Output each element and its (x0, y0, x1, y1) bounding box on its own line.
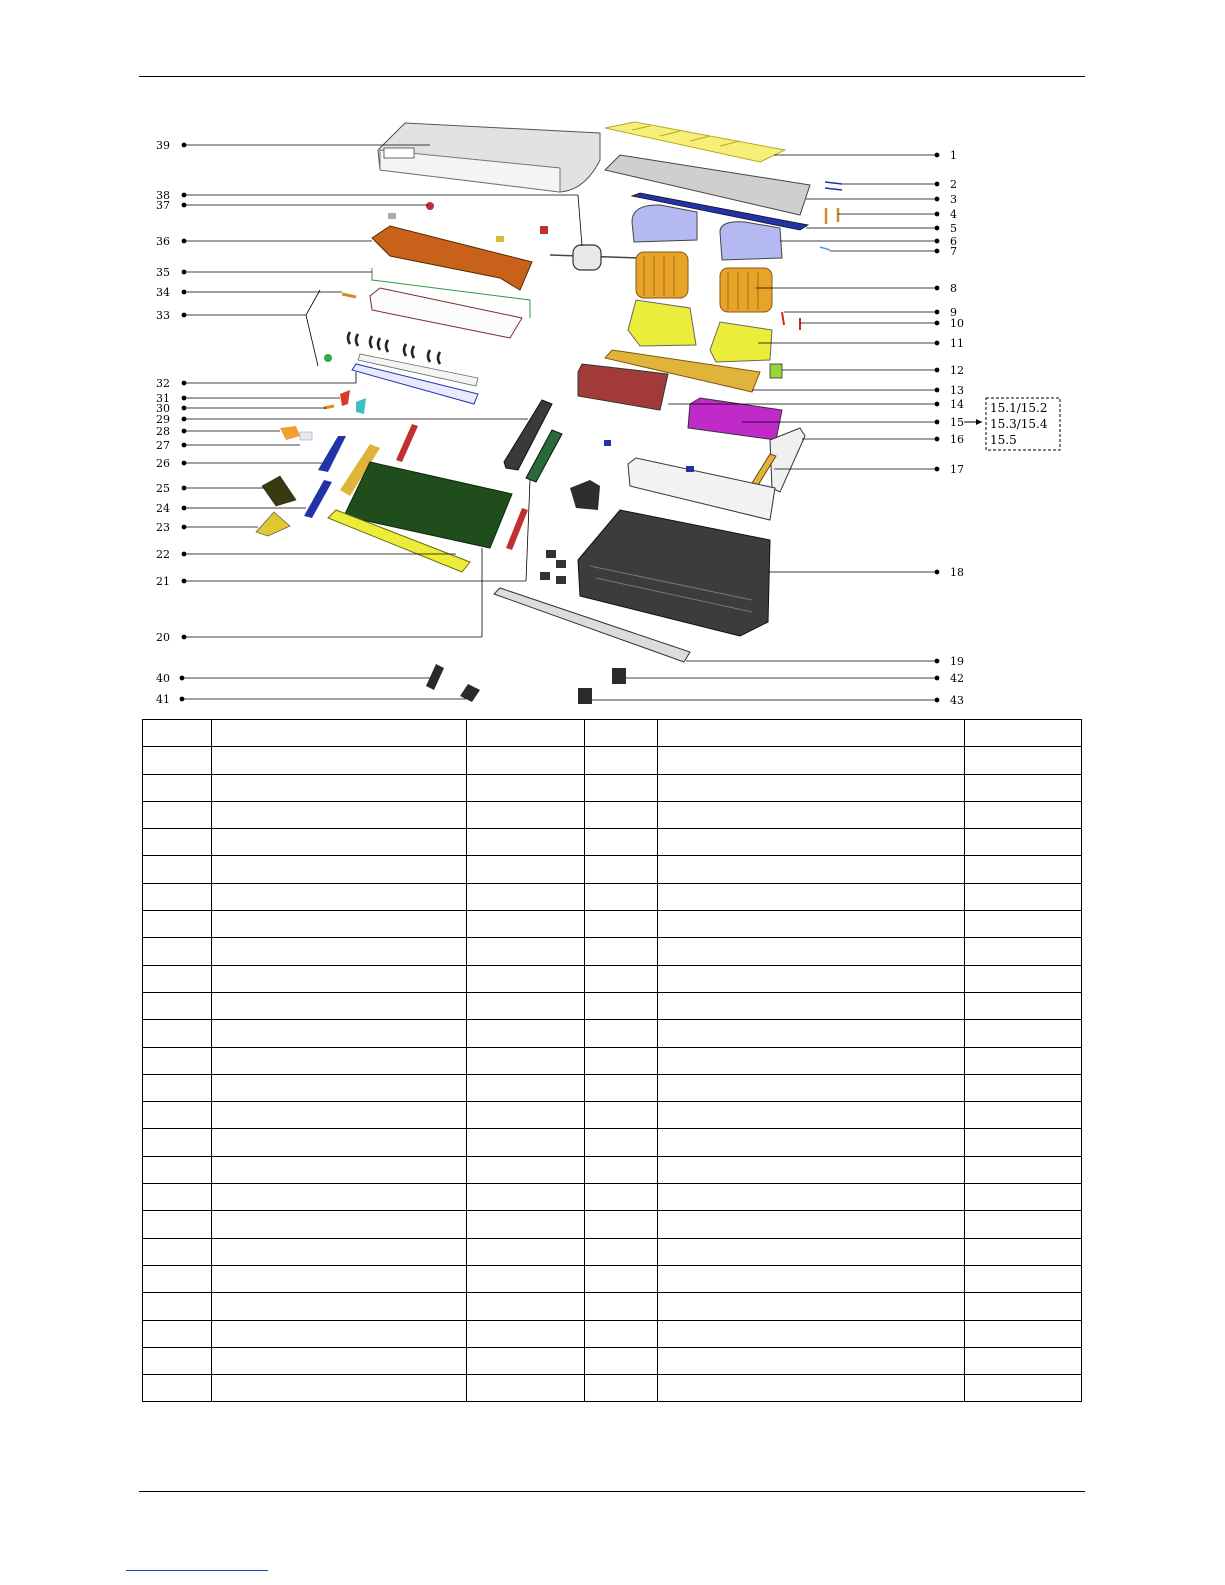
table-cell (585, 1211, 658, 1238)
table-cell (658, 774, 965, 801)
table-cell (585, 829, 658, 856)
table-cell (964, 1211, 1081, 1238)
table-row (143, 801, 1082, 828)
bracket-part (318, 436, 346, 472)
table-row (143, 1129, 1082, 1156)
table-cell (658, 1347, 965, 1374)
table-cell (964, 1184, 1081, 1211)
table-row (143, 1156, 1082, 1183)
table-cell (211, 856, 466, 883)
callout-label: 1 (950, 149, 957, 162)
table-cell (658, 1238, 965, 1265)
table-cell (143, 774, 212, 801)
table-cell (585, 1184, 658, 1211)
table-cell (143, 1129, 212, 1156)
table-cell (211, 1129, 466, 1156)
table-cell (964, 856, 1081, 883)
table-cell (585, 1102, 658, 1129)
table-cell (466, 1156, 584, 1183)
callout-label: 7 (950, 245, 957, 258)
table-cell (585, 1074, 658, 1101)
table-cell (143, 856, 212, 883)
callout-label: 23 (156, 521, 170, 534)
callout-label: 28 (156, 425, 170, 438)
table-cell (964, 1102, 1081, 1129)
sub-part-label: 15.1/15.2 (990, 401, 1048, 415)
table-cell (466, 883, 584, 910)
table-row (143, 829, 1082, 856)
table-cell (466, 1293, 584, 1320)
callout-label: 12 (950, 364, 964, 377)
exploded-view-diagram (0, 0, 1225, 720)
table-cell (143, 992, 212, 1019)
footer-rule (139, 1491, 1085, 1492)
table-row (143, 1020, 1082, 1047)
callout-label: 21 (156, 575, 170, 588)
table-row (143, 1047, 1082, 1074)
table-cell (143, 1156, 212, 1183)
table-cell (658, 1375, 965, 1402)
table-cell (585, 938, 658, 965)
table-cell (466, 1184, 584, 1211)
table-cell (466, 1238, 584, 1265)
table-cell (658, 1265, 965, 1292)
callout-label: 18 (950, 566, 964, 579)
table-cell (658, 965, 965, 992)
table-cell (658, 911, 965, 938)
table-cell (585, 992, 658, 1019)
table-row (143, 1211, 1082, 1238)
callout-label: 15 (950, 416, 964, 429)
table-cell (658, 801, 965, 828)
callout-label: 25 (156, 482, 170, 495)
chassis-part (578, 510, 770, 636)
table-cell (658, 1184, 965, 1211)
table-cell (585, 1375, 658, 1402)
table-row (143, 856, 1082, 883)
table-cell (585, 856, 658, 883)
callout-label: 30 (156, 402, 170, 415)
table-cell (466, 829, 584, 856)
callout-label: 6 (950, 235, 957, 248)
table-row (143, 992, 1082, 1019)
footer-link-underline[interactable] (126, 1570, 268, 1571)
table-cell (585, 1347, 658, 1374)
callout-label: 20 (156, 631, 170, 644)
motor-part (550, 245, 640, 270)
table-cell (585, 883, 658, 910)
table-cell (658, 747, 965, 774)
table-cell (964, 938, 1081, 965)
table-cell (211, 1074, 466, 1101)
table-cell (658, 1293, 965, 1320)
table-cell (143, 1102, 212, 1129)
table-cell (466, 992, 584, 1019)
table-cell (466, 801, 584, 828)
table-cell (466, 1347, 584, 1374)
table-cell (466, 1320, 584, 1347)
table-cell (964, 747, 1081, 774)
callout-label: 8 (950, 282, 957, 295)
table-row (143, 1293, 1082, 1320)
callout-label: 29 (156, 413, 170, 426)
callout-label: 39 (156, 139, 170, 152)
table-cell (964, 965, 1081, 992)
table-cell (211, 992, 466, 1019)
left-callout-labels (156, 139, 170, 706)
table-cell (964, 992, 1081, 1019)
callout-label: 24 (156, 502, 170, 515)
table-cell (143, 829, 212, 856)
table-cell (211, 801, 466, 828)
table-cell (466, 774, 584, 801)
callout-label: 17 (950, 463, 964, 476)
callout-label: 16 (950, 433, 964, 446)
table-cell (211, 938, 466, 965)
table-cell (964, 829, 1081, 856)
table-cell (658, 1020, 965, 1047)
table-cell (964, 1293, 1081, 1320)
table-cell (466, 1375, 584, 1402)
table-cell (585, 747, 658, 774)
table-cell (211, 1047, 466, 1074)
callout-label: 13 (950, 384, 964, 397)
table-cell (143, 1375, 212, 1402)
table-cell (585, 1129, 658, 1156)
table-cell (585, 1320, 658, 1347)
table-cell (964, 1265, 1081, 1292)
table-cell (143, 911, 212, 938)
table-cell (143, 1320, 212, 1347)
table-cell (466, 747, 584, 774)
table-cell (143, 883, 212, 910)
table-cell (658, 1047, 965, 1074)
callout-label: 11 (950, 337, 964, 350)
callout-label: 14 (950, 398, 964, 411)
table-cell (466, 938, 584, 965)
table-cell (143, 1020, 212, 1047)
callout-label: 35 (156, 266, 170, 279)
front-panel-part (378, 123, 600, 192)
callout-label: 40 (156, 672, 170, 685)
table-row (143, 1238, 1082, 1265)
table-cell (964, 1129, 1081, 1156)
table-cell (211, 1320, 466, 1347)
table-cell (211, 1156, 466, 1183)
table-cell (585, 911, 658, 938)
volute-top-left (632, 205, 697, 242)
table-row (143, 747, 1082, 774)
table-cell (658, 938, 965, 965)
table-cell (964, 911, 1081, 938)
table-cell (466, 911, 584, 938)
table-row (143, 720, 1082, 747)
table-cell (585, 720, 658, 747)
table-cell (211, 1211, 466, 1238)
table-cell (211, 883, 466, 910)
table-cell (211, 1102, 466, 1129)
sub-part-label: 15.3/15.4 (990, 417, 1048, 431)
table-cell (466, 1074, 584, 1101)
sub-part-label: 15.5 (990, 433, 1017, 447)
table-cell (466, 1102, 584, 1129)
callout-label: 37 (156, 199, 170, 212)
table-cell (658, 1156, 965, 1183)
table-row (143, 1347, 1082, 1374)
table-row (143, 1074, 1082, 1101)
table-cell (585, 774, 658, 801)
callout-label: 5 (950, 222, 957, 235)
table-cell (466, 1211, 584, 1238)
table-cell (585, 1156, 658, 1183)
volute-bottom-right (710, 322, 772, 362)
callout-label: 41 (156, 693, 170, 706)
volute-top-right (720, 222, 782, 260)
callout-label: 43 (950, 694, 964, 707)
table-cell (143, 1347, 212, 1374)
table-cell (143, 801, 212, 828)
table-cell (211, 1347, 466, 1374)
callout-label: 4 (950, 208, 957, 221)
table-cell (211, 1238, 466, 1265)
table-cell (211, 911, 466, 938)
table-cell (466, 965, 584, 992)
table-cell (466, 1047, 584, 1074)
callout-label: 2 (950, 178, 957, 191)
table-cell (658, 1074, 965, 1101)
table-cell (143, 965, 212, 992)
table-cell (143, 1211, 212, 1238)
parts-list-table (142, 719, 1082, 1402)
table-cell (658, 1129, 965, 1156)
table-row (143, 1320, 1082, 1347)
table-cell (143, 1238, 212, 1265)
table-cell (143, 720, 212, 747)
volute-bottom-left (628, 300, 696, 346)
table-cell (658, 992, 965, 1019)
callout-label: 33 (156, 309, 170, 322)
table-row (143, 883, 1082, 910)
table-cell (964, 1238, 1081, 1265)
callout-label: 42 (950, 672, 964, 685)
table-cell (964, 801, 1081, 828)
table-cell (585, 1047, 658, 1074)
callout-label: 34 (156, 286, 170, 299)
table-cell (211, 1293, 466, 1320)
table-cell (143, 747, 212, 774)
table-cell (585, 965, 658, 992)
clip-part (825, 182, 842, 184)
callout-label: 10 (950, 317, 964, 330)
table-cell (964, 1375, 1081, 1402)
orange-cover-part (372, 226, 532, 290)
table-cell (211, 747, 466, 774)
right-callout-labels (950, 149, 964, 707)
control-box-cover (578, 364, 668, 410)
table-row (143, 774, 1082, 801)
callout-label: 9 (950, 306, 957, 319)
table-cell (211, 1184, 466, 1211)
table-cell (658, 829, 965, 856)
callout-label: 27 (156, 439, 170, 452)
filter-part (605, 122, 785, 162)
table-cell (143, 1074, 212, 1101)
callout-label: 19 (950, 655, 964, 668)
table-cell (585, 1020, 658, 1047)
table-row (143, 911, 1082, 938)
table-row (143, 1102, 1082, 1129)
table-cell (211, 965, 466, 992)
table-cell (466, 1020, 584, 1047)
callout-label: 22 (156, 548, 170, 561)
table-cell (211, 1020, 466, 1047)
table-cell (143, 1265, 212, 1292)
table-row (143, 938, 1082, 965)
callout-label: 3 (950, 193, 957, 206)
table-cell (658, 883, 965, 910)
table-cell (658, 1320, 965, 1347)
table-cell (466, 1265, 584, 1292)
table-cell (211, 1375, 466, 1402)
table-cell (466, 1129, 584, 1156)
sub-part-box (964, 398, 1060, 450)
callout-label: 31 (156, 392, 170, 405)
table-cell (211, 1265, 466, 1292)
table-cell (964, 1156, 1081, 1183)
table-cell (658, 856, 965, 883)
table-cell (143, 1293, 212, 1320)
callout-label: 38 (156, 189, 170, 202)
table-cell (585, 1238, 658, 1265)
table-cell (211, 829, 466, 856)
table-row (143, 1184, 1082, 1211)
table-row (143, 965, 1082, 992)
table-cell (466, 720, 584, 747)
table-row (143, 1265, 1082, 1292)
table-cell (964, 720, 1081, 747)
callout-label: 32 (156, 377, 170, 390)
table-cell (658, 1102, 965, 1129)
table-cell (143, 1047, 212, 1074)
table-cell (143, 1184, 212, 1211)
table-cell (964, 774, 1081, 801)
table-cell (658, 1211, 965, 1238)
table-cell (211, 720, 466, 747)
callout-label: 36 (156, 235, 170, 248)
table-cell (964, 883, 1081, 910)
table-row (143, 1375, 1082, 1402)
table-cell (585, 801, 658, 828)
table-cell (964, 1320, 1081, 1347)
callout-label: 26 (156, 457, 170, 470)
table-cell (585, 1293, 658, 1320)
table-cell (964, 1074, 1081, 1101)
table-cell (211, 774, 466, 801)
table-cell (964, 1020, 1081, 1047)
table-cell (466, 856, 584, 883)
table-cell (964, 1047, 1081, 1074)
table-cell (143, 938, 212, 965)
table-cell (585, 1265, 658, 1292)
table-cell (964, 1347, 1081, 1374)
table-cell (658, 720, 965, 747)
